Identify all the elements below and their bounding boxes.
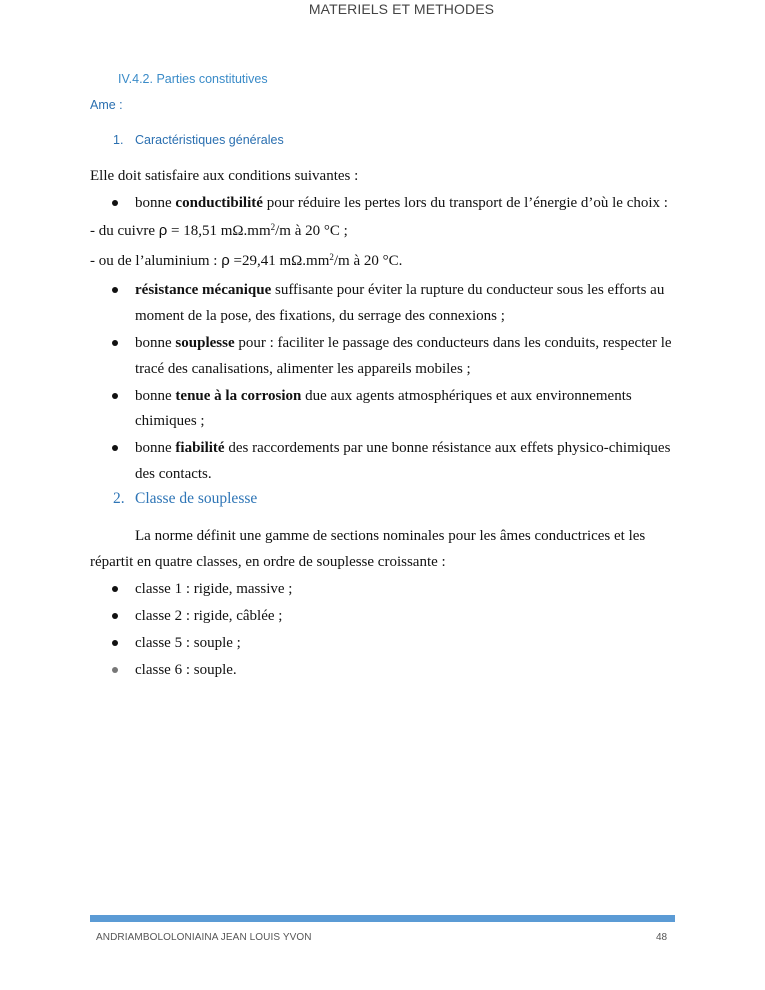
footer-divider bbox=[90, 915, 675, 922]
paragraph-line: répartit en quatre classes, en ordre de souplesse croissante : bbox=[90, 554, 446, 570]
list-item-continuation: tracé des canalisations, alimenter les appareils mobiles ; bbox=[135, 361, 471, 377]
page-header-title: MATERIELS ET METHODES bbox=[308, 1, 495, 17]
list-item-continuation: chimiques ; bbox=[135, 413, 205, 429]
heading-title: Caractéristiques générales bbox=[135, 133, 284, 147]
page-number: 48 bbox=[656, 932, 668, 943]
heading-number: 2. bbox=[113, 490, 125, 507]
subsection-title: IV.4.2. Parties constitutives bbox=[118, 72, 268, 86]
rho-symbol: ρ bbox=[221, 252, 230, 269]
intro-text: Elle doit satisfaire aux conditions suivantes : bbox=[90, 168, 359, 184]
footer-author: ANDRIAMBOLOLONIAINA JEAN LOUIS YVON bbox=[96, 932, 312, 943]
paragraph-line: La norme définit une gamme de sections nominales pour les âmes conductrices et les bbox=[135, 528, 646, 544]
ame-label: Ame : bbox=[90, 98, 123, 112]
heading-caracteristiques bbox=[113, 133, 284, 147]
list-item-continuation: des contacts. bbox=[135, 466, 212, 482]
heading-classe-souplesse bbox=[113, 490, 257, 508]
list-item-continuation: moment de la pose, des fixations, du serrage des connexions ; bbox=[135, 308, 505, 324]
rho-symbol: ρ bbox=[158, 222, 168, 239]
heading-number: 1. bbox=[113, 133, 124, 147]
heading-title: Classe de souplesse bbox=[135, 490, 258, 507]
copper-resistivity: - du cuivre ρ = 18,51 $m\Omega.mm^2/m$ à 20 °C ; bbox=[90, 222, 348, 239]
aluminium-resistivity: - ou de l’aluminium : ρ =29,41 $m\Omega.mm^2/m$ à 20 °C. bbox=[90, 252, 403, 269]
